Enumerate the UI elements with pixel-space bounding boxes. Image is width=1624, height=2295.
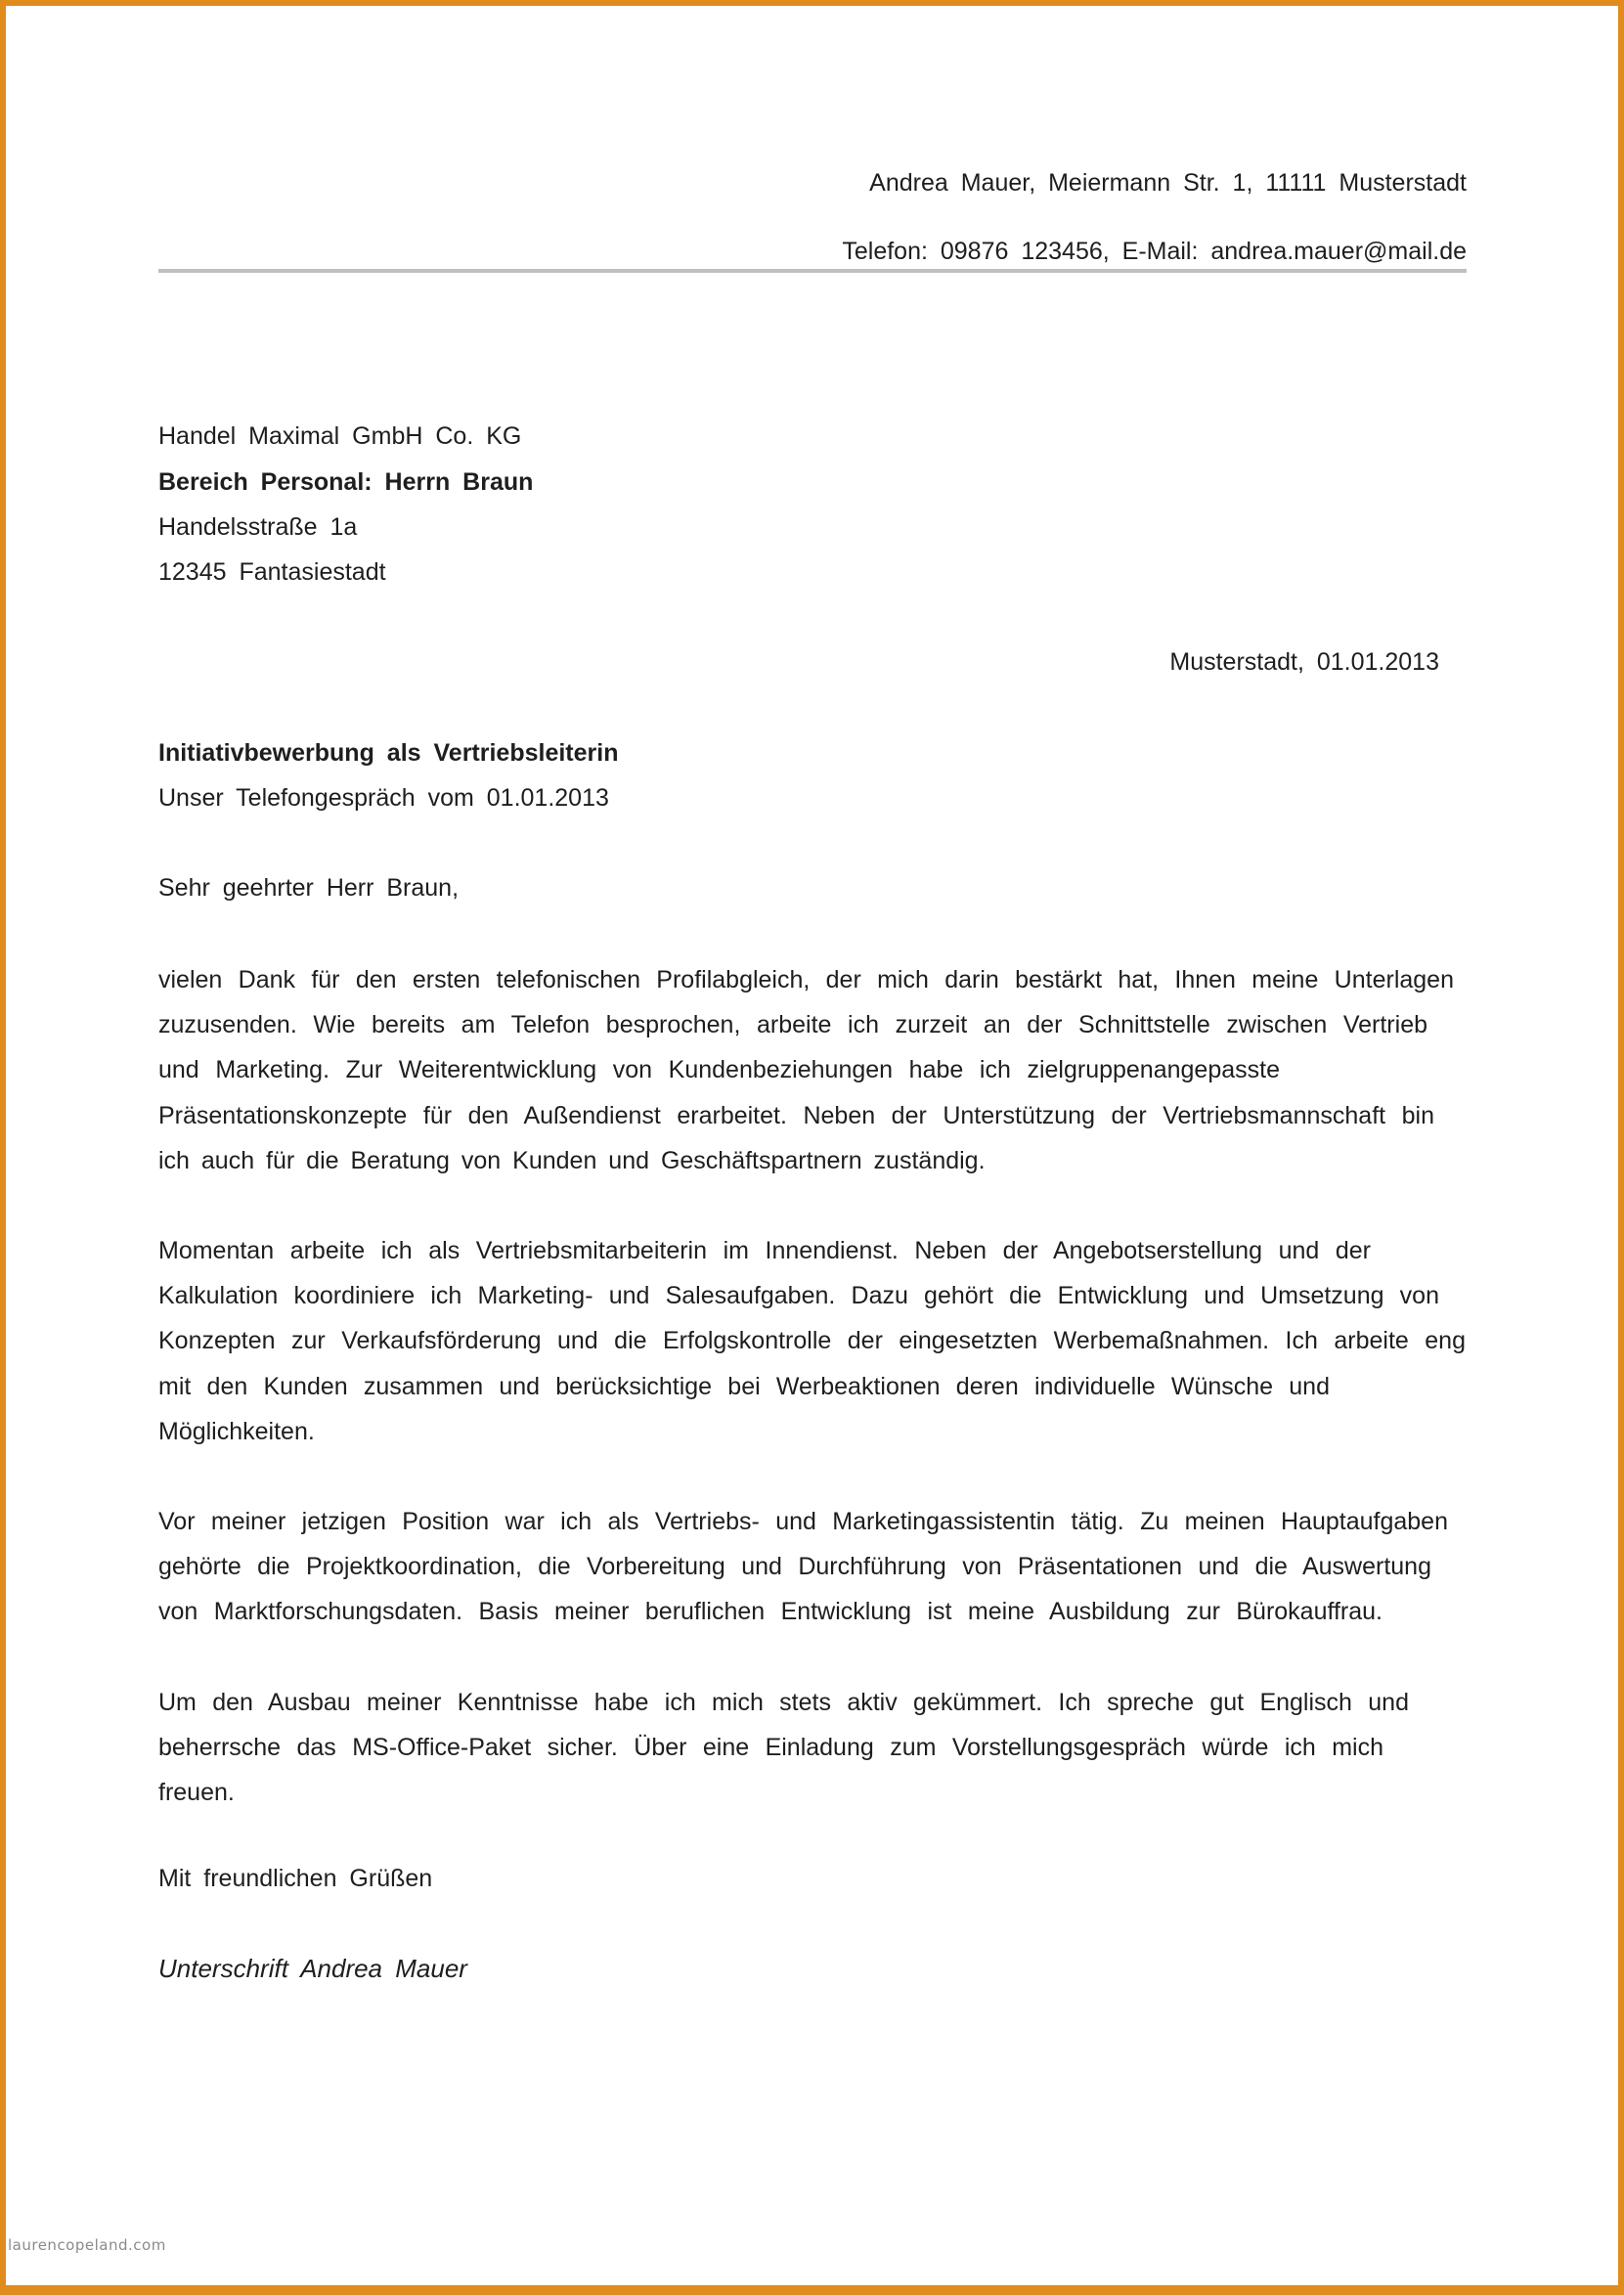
closing: Mit freundlichen Grüßen bbox=[158, 1865, 433, 1892]
paragraph-line: von Marktforschungsdaten. Basis meiner beruflichen Entwicklung ist meine Ausbildung zur Bürokauffrau. bbox=[158, 1598, 1383, 1626]
paragraph-line: Möglichkeiten. bbox=[158, 1417, 315, 1445]
paragraph-line: Konzepten zur Verkaufsförderung und die Erfolgskontrolle der eingesetzten Werbemaßnahmen. Ich arbeite eng bbox=[158, 1327, 1466, 1355]
paragraph-line: ich auch für die Beratung von Kunden und Geschäftspartnern zuständig. bbox=[158, 1146, 986, 1174]
recipient-street: Handelsstraße 1a bbox=[158, 513, 358, 541]
paragraph-line: mit den Kunden zusammen und berücksichtige bei Werbeaktionen deren individuelle Wünsche und bbox=[158, 1372, 1330, 1400]
paragraph-line: vielen Dank für den ersten telefonischen Profilabgleich, der mich darin bestärkt hat, Ihnen meine Unterlagen bbox=[158, 966, 1454, 993]
paragraph-line: Präsentationskonzepte für den Außendienst erarbeitet. Neben der Unterstützung der Vertriebsmannschaft bin bbox=[158, 1101, 1434, 1129]
paragraph-line: Kalkulation koordiniere ich Marketing- und Salesaufgaben. Dazu gehört die Entwicklung und Umsetzung von bbox=[158, 1282, 1439, 1310]
paragraph-line: freuen. bbox=[158, 1779, 235, 1807]
paragraph-line: Vor meiner jetzigen Position war ich als Vertriebs- und Marketingassistentin tätig. Zu meinen Hauptaufgaben bbox=[158, 1508, 1448, 1535]
recipient-company: Handel Maximal GmbH Co. KG bbox=[158, 422, 522, 450]
body-paragraph-1 bbox=[158, 957, 1469, 1183]
recipient-department: Bereich Personal: Herrn Braun bbox=[158, 468, 534, 496]
subject-title: Initiativbewerbung als Vertriebsleiterin bbox=[158, 739, 619, 767]
body-paragraph-4 bbox=[158, 1680, 1469, 1816]
header-divider bbox=[158, 269, 1467, 273]
subject-reference: Unser Telefongespräch vom 01.01.2013 bbox=[158, 784, 609, 812]
salutation: Sehr geehrter Herr Braun, bbox=[158, 874, 460, 902]
date-line: Musterstadt, 01.01.2013 bbox=[1169, 648, 1439, 676]
paragraph-line: Momentan arbeite ich als Vertriebsmitarbeiterin im Innendienst. Neben der Angebotserstellung und der bbox=[158, 1237, 1371, 1264]
body-paragraph-2 bbox=[158, 1228, 1469, 1454]
signature: Unterschrift Andrea Mauer bbox=[158, 1954, 467, 1983]
paragraph-line: gehörte die Projektkoordination, die Vorbereitung und Durchführung von Präsentationen und die Auswertung bbox=[158, 1553, 1431, 1581]
paragraph-line: zuzusenden. Wie bereits am Telefon besprochen, arbeite ich zurzeit an der Schnittstelle zwischen Vertrieb bbox=[158, 1011, 1427, 1039]
recipient-city: 12345 Fantasiestadt bbox=[158, 558, 386, 586]
sender-name-address: Andrea Mauer, Meiermann Str. 1, 11111 Musterstadt bbox=[869, 169, 1467, 197]
paragraph-line: beherrsche das MS-Office-Paket sicher. Über eine Einladung zum Vorstellungsgespräch würde ich mich bbox=[158, 1734, 1383, 1762]
paragraph-line: Um den Ausbau meiner Kenntnisse habe ich mich stets aktiv gekümmert. Ich spreche gut Englisch und bbox=[158, 1689, 1409, 1716]
paragraph-line: und Marketing. Zur Weiterentwicklung von Kundenbeziehungen habe ich zielgruppenangepasste bbox=[158, 1056, 1280, 1084]
body-paragraph-3 bbox=[158, 1499, 1469, 1635]
watermark: laurencopeland.com bbox=[8, 2236, 166, 2254]
sender-contact: Telefon: 09876 123456, E-Mail: andrea.mauer@mail.de bbox=[842, 238, 1467, 265]
